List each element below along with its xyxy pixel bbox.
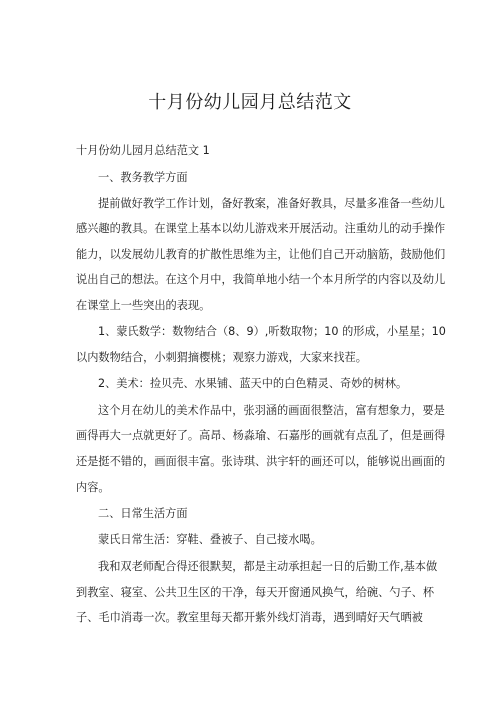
paragraph-line: 内容。 bbox=[76, 481, 110, 494]
paragraph-line: 能力，以发展幼儿教育的扩散性思维为主，让他们自己开动脑筋，鼓励他们 bbox=[76, 248, 446, 261]
paragraph-line: 还是挺不错的，画面很丰富。张诗琪、洪宇轩的画还可以，能够说出画面的 bbox=[76, 455, 446, 468]
section-heading: 十月份幼儿园月总结范文 1 bbox=[76, 144, 210, 157]
paragraph-line: 画得再大一点就更好了。高昂、杨淼瑜、石嘉彤的画就有点乱了，但是画得 bbox=[76, 429, 446, 442]
paragraph-line: 蒙氏日常生活：穿鞋、叠被子、自己接水喝。 bbox=[98, 533, 322, 546]
paragraph-line: 以内数物结合，小刺猬摘樱桃；观察力游戏，大家来找茬。 bbox=[76, 351, 367, 364]
paragraph-line: 2、美术：捡贝壳、水果铺、蓝天中的白色精灵、奇妙的树林。 bbox=[98, 377, 408, 390]
paragraph-line: 说出自己的想法。在这个月中，我简单地小结一个本月所学的内容以及幼儿 bbox=[76, 273, 446, 286]
paragraph-line: 感兴趣的教具。在课堂上基本以幼儿游戏来开展活动。注重幼儿的动手操作 bbox=[76, 222, 446, 235]
paragraph-line: 在课堂上一些突出的表现。 bbox=[76, 299, 211, 312]
paragraph-line: 到教室、寝室、公共卫生区的干净，每天开窗通风换气，给碗、勺子、杯 bbox=[76, 586, 435, 599]
document-title: 十月份幼儿园月总结范文 bbox=[148, 92, 352, 113]
subsection-heading: 一、教务教学方面 bbox=[98, 171, 188, 184]
paragraph-line: 我和双老师配合得还很默契，都是主动承担起一日的后勤工作,基本做 bbox=[98, 560, 438, 573]
paragraph-line: 1、蒙氏数学：数物结合（8、9）,听数取物；10 的形成，小星星；10 bbox=[98, 325, 446, 338]
paragraph-line: 这个月在幼儿的美术作品中，张羽涵的画面很整洁，富有想象力，要是 bbox=[98, 404, 445, 417]
paragraph-line: 子、毛巾消毒一次。教室里每天都开紫外线灯消毒，遇到晴好天气晒被 bbox=[76, 611, 423, 624]
subsection-heading: 二、日常生活方面 bbox=[98, 507, 188, 520]
paragraph-line: 提前做好教学工作计划，备好教案，准备好教具，尽量多准备一些幼儿 bbox=[98, 197, 445, 210]
